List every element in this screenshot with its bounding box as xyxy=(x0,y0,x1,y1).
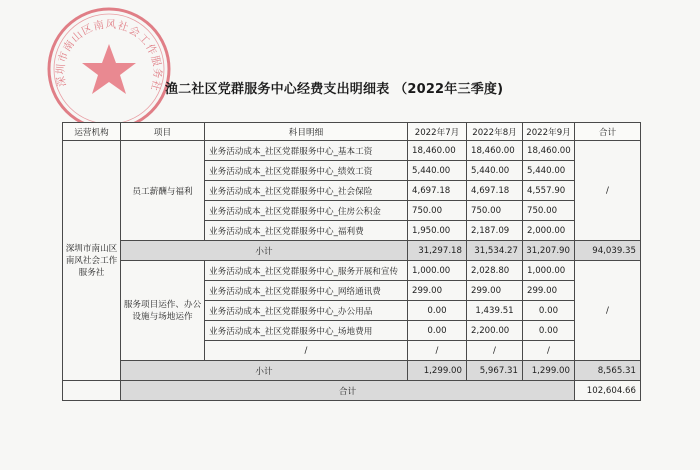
table-row xyxy=(63,141,641,161)
blank-cell xyxy=(63,381,121,401)
subtotal-label: 小计 xyxy=(121,241,408,261)
subtotal-aug: 5,967.31 xyxy=(467,361,523,381)
item-cell: 业务活动成本_社区党群服务中心_住房公积金 xyxy=(205,201,408,221)
aug-cell: / xyxy=(467,341,523,361)
org-cell: 深圳市南山区南风社会工作服务社 xyxy=(63,141,121,381)
jul-cell: 0.00 xyxy=(408,301,467,321)
item-cell: 业务活动成本_社区党群服务中心_办公用品 xyxy=(205,301,408,321)
project-cell: 服务项目运作、办公设施与场地运作 xyxy=(121,261,205,361)
aug-cell: 750.00 xyxy=(467,201,523,221)
subtotal-jul: 31,297.18 xyxy=(408,241,467,261)
header-org: 运营机构 xyxy=(63,123,121,141)
subtotal-aug: 31,534.27 xyxy=(467,241,523,261)
header-sep: 2022年9月 xyxy=(523,123,575,141)
aug-cell: 1,439.51 xyxy=(467,301,523,321)
subtotal-sep: 1,299.00 xyxy=(523,361,575,381)
aug-cell: 4,697.18 xyxy=(467,181,523,201)
subtotal-jul: 1,299.00 xyxy=(408,361,467,381)
jul-cell: 1,950.00 xyxy=(408,221,467,241)
grand-total-value: 102,604.66 xyxy=(575,381,641,401)
subtotal-total: 94,039.35 xyxy=(575,241,641,261)
header-row xyxy=(63,123,641,141)
jul-cell: 1,000.00 xyxy=(408,261,467,281)
sep-cell: 18,460.00 xyxy=(523,141,575,161)
official-seal-icon xyxy=(44,4,174,134)
item-cell: 业务活动成本_社区党群服务中心_服务开展和宣传 xyxy=(205,261,408,281)
sep-cell: 0.00 xyxy=(523,301,575,321)
item-cell: 业务活动成本_社区党群服务中心_基本工资 xyxy=(205,141,408,161)
total-cell: / xyxy=(575,261,641,361)
subtotal-row xyxy=(63,241,641,261)
header-aug: 2022年8月 xyxy=(467,123,523,141)
jul-cell: 18,460.00 xyxy=(408,141,467,161)
sep-cell: 1,000.00 xyxy=(523,261,575,281)
jul-cell: 0.00 xyxy=(408,321,467,341)
item-cell: 业务活动成本_社区党群服务中心_社会保险 xyxy=(205,181,408,201)
aug-cell: 2,200.00 xyxy=(467,321,523,341)
item-cell: 业务活动成本_社区党群服务中心_福利费 xyxy=(205,221,408,241)
jul-cell: / xyxy=(408,341,467,361)
item-cell: 业务活动成本_社区党群服务中心_场地费用 xyxy=(205,321,408,341)
header-total: 合计 xyxy=(575,123,641,141)
expense-table xyxy=(62,122,641,401)
sep-cell: 4,557.90 xyxy=(523,181,575,201)
subtotal-sep: 31,207.90 xyxy=(523,241,575,261)
subtotal-label: 小计 xyxy=(121,361,408,381)
svg-text:深圳市南山区南风社会工作服务社: 深圳市南山区南风社会工作服务社 xyxy=(54,18,164,93)
header-project: 项目 xyxy=(121,123,205,141)
sep-cell: 299.00 xyxy=(523,281,575,301)
aug-cell: 299.00 xyxy=(467,281,523,301)
item-cell: / xyxy=(205,341,408,361)
jul-cell: 299.00 xyxy=(408,281,467,301)
table-row xyxy=(63,261,641,281)
jul-cell: 4,697.18 xyxy=(408,181,467,201)
header-jul: 2022年7月 xyxy=(408,123,467,141)
sep-cell: 750.00 xyxy=(523,201,575,221)
aug-cell: 2,028.80 xyxy=(467,261,523,281)
grand-total-row xyxy=(63,381,641,401)
sep-cell: / xyxy=(523,341,575,361)
total-cell: / xyxy=(575,141,641,241)
jul-cell: 750.00 xyxy=(408,201,467,221)
project-cell: 员工薪酬与福利 xyxy=(121,141,205,241)
grand-total-label: 合计 xyxy=(121,381,575,401)
aug-cell: 18,460.00 xyxy=(467,141,523,161)
sep-cell: 2,000.00 xyxy=(523,221,575,241)
sep-cell: 5,440.00 xyxy=(523,161,575,181)
subtotal-total: 8,565.31 xyxy=(575,361,641,381)
aug-cell: 5,440.00 xyxy=(467,161,523,181)
item-cell: 业务活动成本_社区党群服务中心_网络通讯费 xyxy=(205,281,408,301)
subtotal-row xyxy=(63,361,641,381)
sep-cell: 0.00 xyxy=(523,321,575,341)
jul-cell: 5,440.00 xyxy=(408,161,467,181)
header-item: 科目明细 xyxy=(205,123,408,141)
aug-cell: 2,187.09 xyxy=(467,221,523,241)
item-cell: 业务活动成本_社区党群服务中心_绩效工资 xyxy=(205,161,408,181)
page-title: 渔二社区党群服务中心经费支出明细表 （2022年三季度) xyxy=(165,82,504,97)
